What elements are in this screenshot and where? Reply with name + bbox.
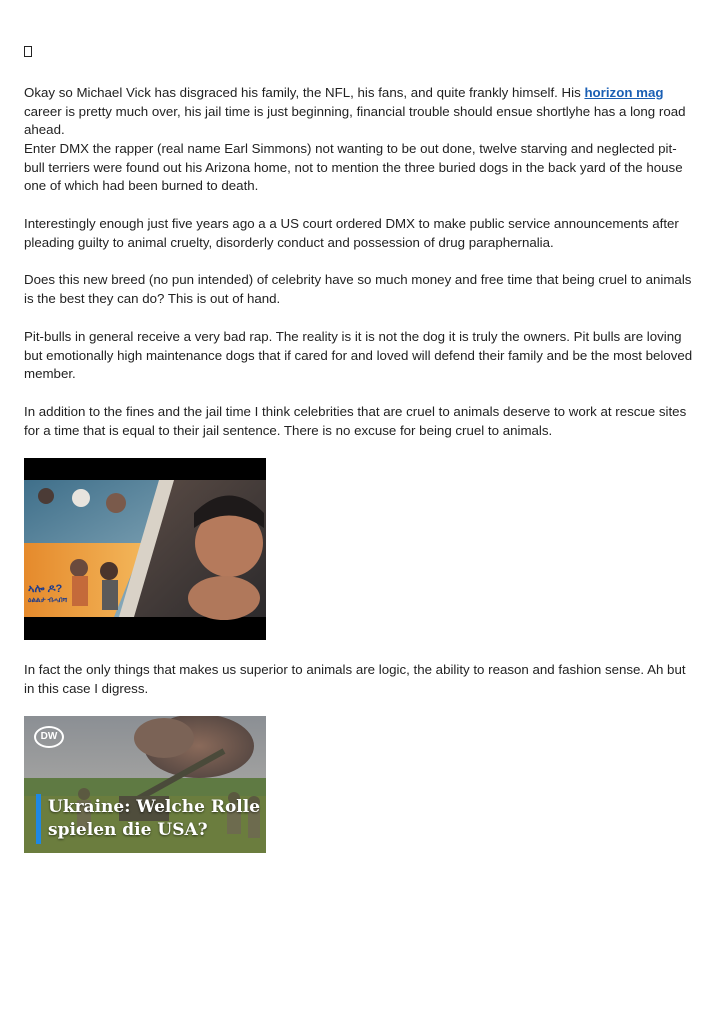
caption-accent-bar: [36, 794, 41, 844]
channel-logo-text: ኣሎ ዶ?: [28, 583, 63, 595]
channel-logo: [28, 583, 67, 607]
paragraph-6: [24, 403, 696, 440]
dw-logo: DW: [34, 726, 64, 748]
paragraph-1-text: Okay so Michael Vick has disgraced his family, the NFL, his fans, and quite frankly himself. His: [24, 85, 585, 100]
paragraph-5: [24, 328, 696, 384]
paragraph-4-text: Does this new breed (no pun intended) of celebrity have so much money and free time that being cruel to animals is the best they can do? This is out of hand.: [24, 272, 692, 306]
paragraph-3: [24, 215, 696, 252]
paragraph-5-text: Pit-bulls in general receive a very bad rap. The reality is it is not the dog it is truly the owners. Pit bulls are loving but emotionally high maintenance dogs that if cared for and loved will defend their family and be the most beloved member.: [24, 329, 693, 381]
video-thumbnail-2[interactable]: [24, 716, 266, 853]
channel-logo-subtext: ዕልልታ ብሓበሻ: [28, 597, 68, 604]
paragraph-4: [24, 271, 696, 308]
paragraph-7-text: In fact the only things that makes us superior to animals are logic, the ability to reason and fashion sense. Ah but in this case I digress.: [24, 662, 686, 696]
missing-glyph-icon: [24, 46, 32, 57]
paragraph-6-text: In addition to the fines and the jail time I think celebrities that are cruel to animals deserve to work at rescue sites for a time that is equal to their jail sentence. There is no excuse for being cruel to animals.: [24, 404, 687, 438]
video-caption: [48, 796, 260, 842]
paragraph-1: [24, 84, 696, 140]
paragraph-2: [24, 140, 696, 196]
paragraph-7: [24, 661, 696, 698]
video-caption-line-1: Ukraine: Welche Rolle: [48, 797, 261, 817]
paragraph-3-text: Interestingly enough just five years ago a a US court ordered DMX to make public service announcements after pleading guilty to animal cruelty, disorderly conduct and possession of drug paraphernalia.: [24, 216, 679, 250]
horizon-mag-link[interactable]: horizon mag: [584, 85, 664, 100]
paragraph-1-text-end: career is pretty much over, his jail time is just beginning, financial trouble should ensue shortlyhe has a long road ahead.: [24, 103, 686, 137]
video-thumbnail-1[interactable]: [24, 458, 266, 640]
paragraph-2-text: Enter DMX the rapper (real name Earl Simmons) not wanting to be out done, twelve starving and neglected pit-bull terriers were found out his Arizona home, not to mention the three buried dogs in the back yard of the house one of which had been burned to death.: [24, 141, 683, 193]
video-caption-line-2: spielen die USA?: [48, 820, 208, 840]
video-thumbnail-1-image: [24, 458, 266, 640]
